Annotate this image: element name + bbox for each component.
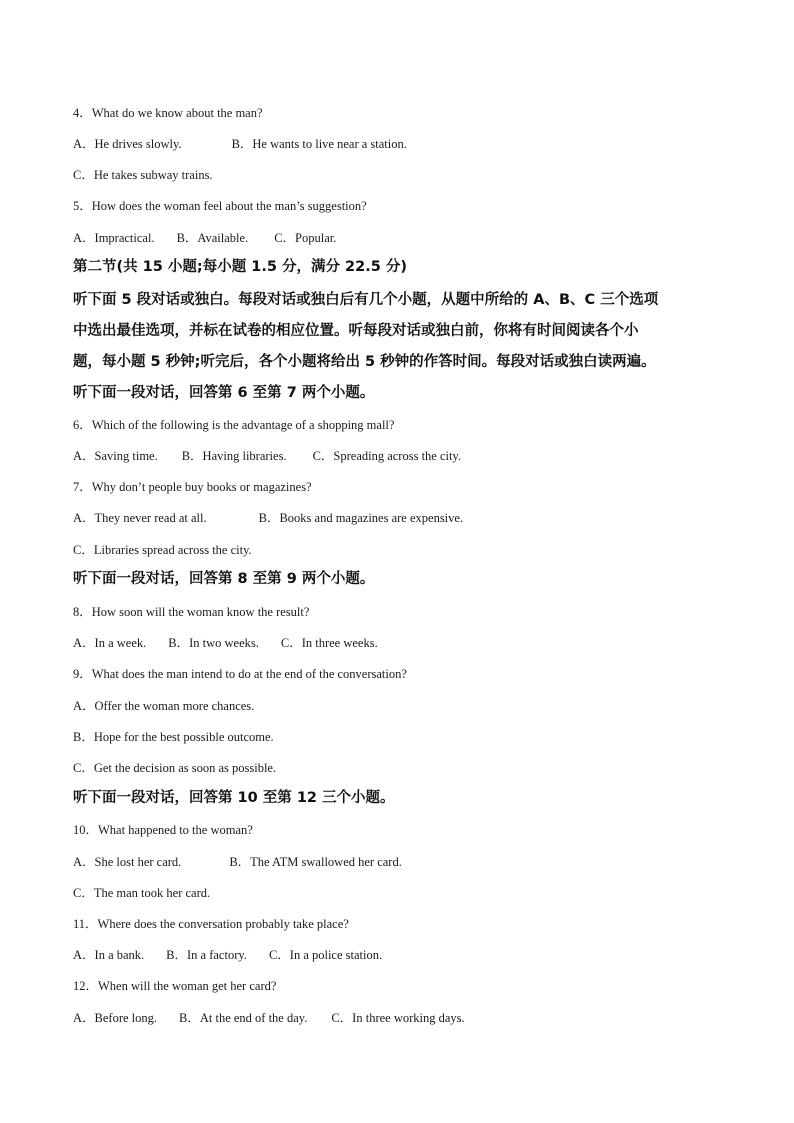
q11-option-a: A．In a bank. [73,948,145,962]
q7-option-a: A．They never read at all. [73,511,207,525]
question-4-options [73,136,407,152]
instructions-line-3: 题，每小题 5 秒钟;听完后，各个小题将给出 5 秒钟的作答时间。每段对话或独白读两遍。 [73,354,656,370]
q5-option-a: A．Impractical. [73,231,155,245]
q9-option-b: B．Hope for the best possible outcome. [73,730,274,744]
question-7: 7．Why don’t people buy books or magazines? [73,480,312,494]
q10-option-b: B．The ATM swallowed her card. [229,855,402,869]
question-5-options [73,230,336,246]
q4-option-a: A．He drives slowly. [73,137,182,151]
q4-option-c: C．He takes subway trains. [73,168,213,182]
section-2-heading: 第二节(共 15 小题;每小题 1.5 分，满分 22.5 分) [73,259,407,275]
question-9: 9．What does the man intend to do at the end of the conversation? [73,667,407,681]
question-6: 6．Which of the following is the advantage of a shopping mall? [73,418,395,432]
q6-option-b: B．Having libraries. [181,449,287,463]
instructions-line-2: 中选出最佳选项，并标在试卷的相应位置。听每段对话或独白前，你将有时间阅读各个小 [73,323,639,339]
q6-option-a: A．Saving time. [73,449,158,463]
q9-option-c: C．Get the decision as soon as possible. [73,761,277,775]
question-8-options [73,635,378,651]
question-11: 11．Where does the conversation probably take place? [73,917,349,931]
q9-option-a: A．Offer the woman more chances. [73,699,255,713]
segment-heading-6-7: 听下面一段对话，回答第 6 至第 7 两个小题。 [73,385,375,401]
q7-option-c: C．Libraries spread across the city. [73,543,252,557]
question-12: 12．When will the woman get her card? [73,979,277,993]
q11-option-c: C．In a police station. [268,948,383,962]
question-10-options [73,854,402,870]
question-10: 10．What happened to the woman? [73,823,253,837]
question-7-options [73,510,463,526]
q10-option-a: A．She lost her card. [73,855,182,869]
question-6-options [73,448,461,464]
q5-option-c: C．Popular. [274,231,337,245]
question-8: 8．How soon will the woman know the result? [73,605,310,619]
q6-option-c: C．Spreading across the city. [312,449,462,463]
q12-option-a: A．Before long. [73,1011,158,1025]
segment-heading-10-12: 听下面一段对话，回答第 10 至第 12 三个小题。 [73,790,395,806]
q8-option-b: B．In two weeks. [168,636,259,650]
q8-option-c: C．In three weeks. [280,636,378,650]
q4-option-b: B．He wants to live near a station. [231,137,407,151]
q8-option-a: A．In a week. [73,636,147,650]
q7-option-b: B．Books and magazines are expensive. [258,511,464,525]
question-5: 5．How does the woman feel about the man’s suggestion? [73,199,367,213]
question-11-options [73,947,382,963]
question-12-options [73,1010,465,1026]
q10-option-c: C．The man took her card. [73,886,211,900]
q11-option-b: B．In a factory. [166,948,247,962]
question-4: 4．What do we know about the man? [73,106,263,120]
instructions-line-1: 听下面 5 段对话或独白。每段对话或独白后有几个小题，从题中所给的 A、B、C 三个选项 [73,292,659,308]
segment-heading-8-9: 听下面一段对话，回答第 8 至第 9 两个小题。 [73,571,375,587]
q12-option-c: C．In three working days. [331,1011,465,1025]
q12-option-b: B．At the end of the day. [179,1011,308,1025]
q5-option-b: B．Available. [176,231,249,245]
